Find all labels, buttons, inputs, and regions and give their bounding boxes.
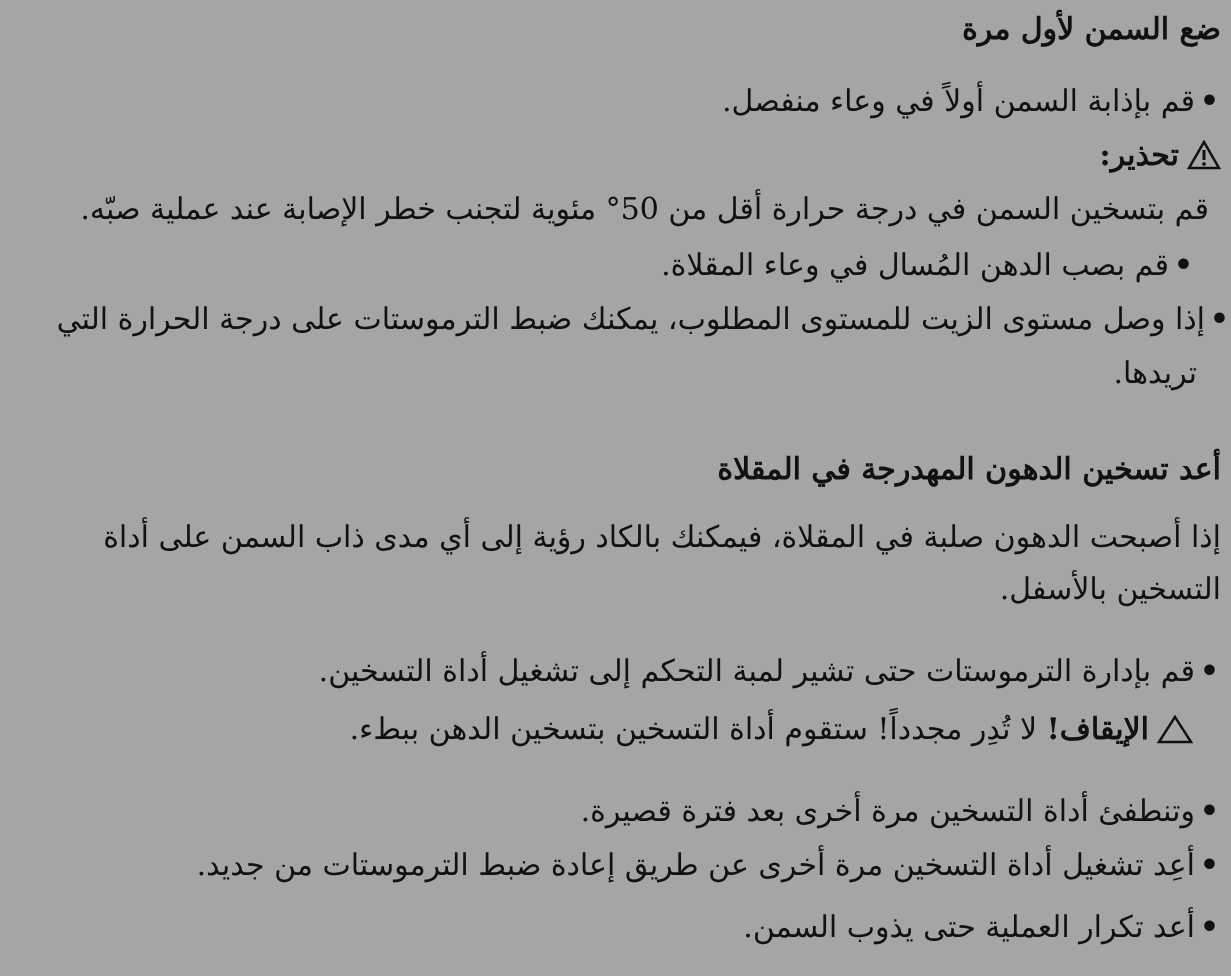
bullet-icon: • <box>1173 248 1193 283</box>
warning-text: قم بتسخين السمن في درجة حرارة أقل من 50° مئوية لتجنب خطر الإصابة عند عملية صبّه. <box>80 192 1209 227</box>
list-item-continuation: تريدها. <box>1113 356 1197 391</box>
bullet-icon: • <box>1199 794 1219 829</box>
bullet-icon: • <box>1199 654 1219 689</box>
list-item: •قم بإذابة السمن أولاً في وعاء منفصل. <box>722 82 1219 122</box>
triangle-outline-icon <box>1157 714 1193 744</box>
list-item: •وتنطفئ أداة التسخين مرة أخرى بعد فترة قصيرة. <box>581 792 1219 832</box>
list-item: •إذا وصل مستوى الزيت للمستوى المطلوب، يمكنك ضبط الترموستات على درجة الحرارة التي <box>57 300 1229 340</box>
list-item: •أعد تكرار العملية حتى يذوب السمن. <box>743 908 1219 948</box>
section-title-first-use: ضع السمن لأول مرة <box>962 12 1221 47</box>
bullet-icon: • <box>1199 848 1219 883</box>
section-title-reheat: أعد تسخين الدهون المهدرجة في المقلاة <box>717 452 1221 487</box>
list-item: •قم بإدارة الترموستات حتى تشير لمبة التحكم إلى تشغيل أداة التسخين. <box>319 652 1219 692</box>
list-item: •قم بصب الدهن المُسال في وعاء المقلاة. <box>661 246 1193 286</box>
warning-heading: تحذير: <box>1100 136 1221 176</box>
warning-triangle-icon <box>1187 140 1221 170</box>
bullet-icon: • <box>1209 302 1229 337</box>
list-item: •أعِد تشغيل أداة التسخين مرة أخرى عن طريق إعادة ضبط الترموستات من جديد. <box>197 846 1219 886</box>
paragraph: إذا أصبحت الدهون صلبة في المقلاة، فيمكنك بالكاد رؤية إلى أي مدى ذاب السمن على أداة <box>103 520 1221 555</box>
bullet-icon: • <box>1199 910 1219 945</box>
paragraph-continuation: التسخين بالأسفل. <box>999 572 1221 607</box>
bullet-icon: • <box>1199 84 1219 119</box>
stop-note: الإيقاف! لا تُدِر مجدداً! ستقوم أداة التسخين بتسخين الدهن ببطء. <box>350 710 1193 750</box>
